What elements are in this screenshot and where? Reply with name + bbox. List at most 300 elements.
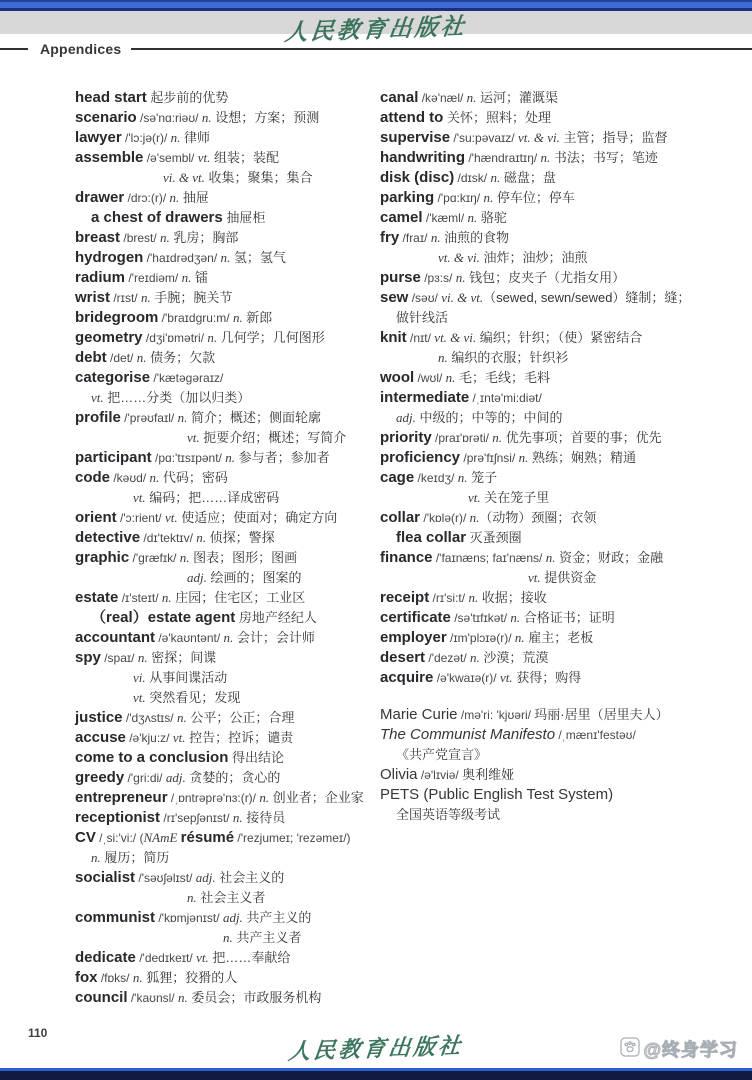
dict-line	[380, 668, 752, 688]
gloss: 资金；财政；金融	[555, 550, 664, 565]
pos-label: vt. & vi.	[434, 330, 477, 345]
pos-label: n.	[169, 190, 180, 205]
gloss: 关怀；照料；处理	[443, 110, 551, 125]
dict-line	[380, 448, 752, 468]
headword: desert	[380, 649, 426, 666]
pos-label: n.	[469, 510, 480, 525]
headword: CV	[75, 829, 96, 846]
pos-label: n.	[140, 290, 151, 305]
headword: accuse	[75, 729, 126, 746]
phonetic: /ˌsi:'vi:/ (	[95, 831, 144, 845]
pos-label: vt.	[197, 150, 211, 165]
pos-label: n.	[177, 410, 188, 425]
dict-line	[75, 488, 380, 508]
gloss: 关在笼子里	[480, 490, 550, 505]
gloss: 运河；灌溉渠	[476, 90, 559, 105]
gloss: （动物）颈圈；衣领	[479, 510, 597, 525]
gloss: 狐狸；狡猾的人	[142, 970, 238, 985]
dict-line	[75, 588, 380, 608]
dict-line	[380, 488, 752, 508]
dict-line	[380, 765, 752, 785]
headword: radium	[75, 269, 126, 286]
dict-line	[380, 168, 752, 188]
phonetic: /wʊl/	[414, 371, 446, 385]
dict-line	[75, 768, 380, 788]
phonetic: /səʊ/	[408, 291, 442, 305]
headword: disk (disc)	[380, 169, 455, 186]
gloss: 社会主义的	[215, 870, 285, 885]
wordlist	[75, 88, 752, 1008]
pos-label: vi. & vt.	[441, 290, 484, 305]
gloss: 代码；密码	[159, 470, 228, 485]
dict-line	[380, 228, 752, 248]
headword: communist	[75, 909, 156, 926]
phonetic: /'su:pəvaɪz/	[450, 131, 518, 145]
headword: orient	[75, 509, 117, 526]
proper-noun: Marie Curie	[380, 706, 458, 723]
pos-label: vt.	[91, 390, 104, 405]
pos-label: n.	[161, 590, 172, 605]
phonetic: /pɜ:s/	[420, 271, 456, 285]
phonetic: /'kɒlə(r)/	[420, 511, 470, 525]
dict-line	[75, 828, 380, 848]
gloss: 房地产经纪人	[235, 610, 317, 625]
gloss: 公平；公正；合理	[186, 710, 295, 725]
phonetic: /'ɔ:rient/	[116, 511, 165, 525]
phonetic: /'dʒʌstɪs/	[122, 711, 177, 725]
dict-line	[75, 628, 380, 648]
gloss: 庄园；住宅区；工业区	[171, 590, 306, 605]
gloss: 共产主义者	[232, 930, 302, 945]
dict-line	[75, 448, 380, 468]
headword: intermediate	[380, 389, 470, 406]
dict-line	[380, 348, 752, 368]
dict-line	[75, 88, 380, 108]
dict-line	[75, 868, 380, 888]
pos-label: NAmE	[143, 830, 181, 845]
pos-label: adj.	[195, 870, 216, 885]
gloss: 雇主；老板	[524, 630, 594, 645]
gloss: 接待员	[242, 810, 286, 825]
gloss: 熟练；娴熟；精通	[528, 450, 636, 465]
headword: wrist	[75, 289, 111, 306]
headword: knit	[380, 329, 407, 346]
bottom-accent-bar	[0, 1068, 752, 1080]
headword: camel	[380, 209, 423, 226]
pos-label: n.	[455, 270, 466, 285]
dict-line	[75, 948, 380, 968]
dict-line	[380, 208, 752, 228]
publisher-logo-footer: 人民教育出版社	[287, 1032, 465, 1065]
phonetic: /rɪ'sepʃənɪst/	[160, 811, 233, 825]
watermark-text: @终身学习	[643, 1040, 738, 1060]
pos-label: vt.	[528, 570, 541, 585]
phonetic: /'kætəgəraɪz/	[150, 371, 224, 385]
phonetic: /ɪm'plɔɪə(r)/	[446, 631, 515, 645]
dict-line	[75, 988, 380, 1008]
phonetic: /ə'kaʊntənt/	[155, 631, 224, 645]
phonetic: /ɪ'steɪt/	[118, 591, 162, 605]
gloss: 毛；毛线；毛料	[455, 370, 551, 385]
phonetic: /'reɪdiəm/	[125, 271, 182, 285]
gloss: 抽屉	[179, 190, 209, 205]
brand-band	[0, 11, 752, 46]
dict-line	[75, 908, 380, 928]
dict-line	[75, 168, 380, 188]
publisher-logo: 人民教育出版社	[283, 12, 469, 46]
dict-line	[380, 805, 752, 825]
pos-label: n.	[466, 90, 477, 105]
gloss: 油炸；油炒；油煎	[479, 250, 588, 265]
dict-line	[380, 148, 752, 168]
gloss: 图表；图形；图画	[189, 550, 298, 565]
gloss: 控告；控诉；谴责	[185, 730, 294, 745]
phonetic: /mə'ri: 'kjʊəri/	[457, 708, 535, 722]
gloss: 编织的衣服；针织衫	[447, 350, 569, 365]
dict-line	[380, 308, 752, 328]
headword: certificate	[380, 609, 451, 626]
dict-line	[380, 608, 752, 628]
gloss: 沙漠；荒漠	[479, 650, 549, 665]
proper-noun: The Communist Manifesto	[380, 726, 556, 743]
gloss: 油煎的食物	[440, 230, 510, 245]
headword: employer	[380, 629, 447, 646]
watermark	[620, 1036, 738, 1062]
pos-label: n.	[483, 190, 494, 205]
gloss: 把……奉献给	[208, 950, 291, 965]
dict-line	[75, 148, 380, 168]
phonetic: /praɪ'ɒrəti/	[431, 431, 493, 445]
gloss: 优先事项；首要的事；优先	[502, 430, 662, 445]
phonetic: /'kæml/	[422, 211, 468, 225]
pos-label: n.	[232, 310, 243, 325]
gloss: 合格证书；证明	[520, 610, 615, 625]
dict-line	[75, 108, 380, 128]
pos-label: adj.	[396, 410, 416, 425]
dict-line	[75, 668, 380, 688]
phonetic: /'faɪnæns; faɪ'næns/	[432, 551, 546, 565]
pos-label: n.	[467, 210, 478, 225]
phonetic: /pɑ:'tɪsɪpənt/	[151, 451, 226, 465]
pos-label: n.	[220, 250, 231, 265]
headword: handwriting	[380, 149, 465, 166]
dict-line	[75, 268, 380, 288]
pos-label: n.	[137, 650, 148, 665]
dict-line	[380, 188, 752, 208]
phonetic: /'kaʊnsl/	[127, 991, 178, 1005]
headword: debt	[75, 349, 107, 366]
phonetic: /ə'lɪviə/	[417, 768, 463, 782]
headword: attend to	[380, 109, 444, 126]
pos-label: n.	[540, 150, 551, 165]
pos-label: n.	[514, 630, 525, 645]
gloss: 几何学；几何图形	[217, 330, 325, 345]
gloss: 共产主义的	[242, 910, 312, 925]
pos-label: n.	[196, 530, 206, 545]
dict-line	[380, 468, 752, 488]
gloss: 乳房；胸部	[169, 230, 239, 245]
pos-label: vt.	[172, 730, 186, 745]
header-rule-left	[0, 48, 28, 50]
pos-label: n.	[223, 630, 234, 645]
pos-label: n.	[232, 810, 243, 825]
pos-label: n.	[445, 370, 456, 385]
dict-line	[380, 628, 752, 648]
phonetic: /'hændraɪtɪŋ/	[465, 151, 541, 165]
pos-label: adj.	[187, 570, 207, 585]
headword: council	[75, 989, 128, 1006]
pos-label: n.	[176, 710, 187, 725]
left-column	[75, 88, 380, 1008]
dict-line	[75, 288, 380, 308]
pos-label: n.	[177, 990, 188, 1005]
dict-line	[380, 128, 752, 148]
gloss: 侦探；警探	[205, 530, 275, 545]
gloss: 磁盘；盘	[500, 170, 556, 185]
pos-label: n.	[457, 470, 468, 485]
headword: bridegroom	[75, 309, 159, 326]
pos-label: n.	[223, 930, 233, 945]
pos-label: n.	[160, 230, 170, 245]
dict-line	[380, 88, 752, 108]
dict-line	[380, 528, 752, 548]
headword: dedicate	[75, 949, 136, 966]
dict-line	[380, 428, 752, 448]
dict-line	[75, 468, 380, 488]
gloss: 抽屉柜	[222, 210, 266, 225]
phonetic: /'pɑ:kɪŋ/	[434, 191, 484, 205]
gloss: 编织；针织；（使）紧密结合	[476, 330, 643, 345]
dict-line	[380, 508, 752, 528]
headword: categorise	[75, 369, 151, 386]
dict-line	[75, 248, 380, 268]
gloss: 创业者；企业家	[269, 790, 364, 805]
headword: geometry	[75, 329, 143, 346]
gloss: 使适应；使面对；确定方向	[177, 510, 338, 525]
headword: estate	[75, 589, 119, 606]
top-accent-bar	[0, 0, 752, 11]
phonetic: /dʒi'ɒmətri/	[142, 331, 208, 345]
gloss: 提供资金	[540, 570, 597, 585]
dict-line	[75, 508, 380, 528]
pos-label: vi. & vt.	[163, 170, 205, 185]
headword: （real）estate agent	[91, 609, 236, 626]
gloss: 氢；氢气	[230, 250, 286, 265]
phonetic: /dɪsk/	[454, 171, 491, 185]
phonetic: /ˌɒntrəprə'nɜ:(r)/	[167, 791, 260, 805]
dict-line	[380, 745, 752, 765]
phonetic: /rɪst/	[110, 291, 141, 305]
pos-label: vt.	[133, 690, 146, 705]
headword: fry	[380, 229, 400, 246]
headword: supervise	[380, 129, 451, 146]
pos-label: vt.	[196, 950, 209, 965]
gloss: 书法；书写；笔迹	[550, 150, 658, 165]
gloss: 贪婪的；贪心的	[185, 770, 281, 785]
gloss: 从事间谍活动	[145, 670, 228, 685]
headword: sew	[380, 289, 409, 306]
dict-line	[75, 388, 380, 408]
gloss: 笼子	[467, 470, 498, 485]
gloss: 履历；简历	[100, 850, 170, 865]
phonetic: /'səʊʃəlɪst/	[135, 871, 196, 885]
pos-label: n.	[470, 650, 480, 665]
gloss: 律师	[180, 130, 211, 145]
gloss: 突然看见；发现	[145, 690, 241, 705]
headword: cage	[380, 469, 415, 486]
gloss: 委员会；市政服务机构	[187, 990, 322, 1005]
dict-line	[75, 188, 380, 208]
headword: flea collar	[396, 529, 467, 546]
dict-line	[75, 728, 380, 748]
pos-label: vt.	[164, 510, 178, 525]
gloss: 会计；会计师	[233, 630, 315, 645]
phonetic: /nɪt/	[406, 331, 435, 345]
headword: spy	[75, 649, 101, 666]
dict-line	[75, 228, 380, 248]
pos-label: n.	[179, 550, 190, 565]
headword: proficiency	[380, 449, 461, 466]
dict-line	[75, 788, 380, 808]
dict-line	[380, 408, 752, 428]
gloss: 组装；装配	[210, 150, 279, 165]
phonetic: /'rezjumeɪ; 'rezəmeɪ/)	[234, 831, 351, 845]
pos-label: n.	[430, 230, 441, 245]
dict-line	[380, 268, 752, 288]
gloss: （sewed, sewn/sewed）缝制；缝；	[483, 290, 691, 305]
dict-line	[75, 648, 380, 668]
dict-line	[75, 848, 380, 868]
dict-line	[75, 348, 380, 368]
headword: code	[75, 469, 111, 486]
headword: profile	[75, 409, 121, 426]
headword: wool	[380, 369, 415, 386]
headword: canal	[380, 89, 419, 106]
phonetic: /prə'fɪʃnsi/	[460, 451, 519, 465]
phonetic: /ˌɪntə'mi:diət/	[469, 391, 542, 405]
gloss: 编码；把……译成密码	[145, 490, 280, 505]
dict-line	[75, 408, 380, 428]
headword: breast	[75, 229, 121, 246]
gloss: 收集；聚集；集合	[204, 170, 313, 185]
gloss: 获得；购得	[512, 670, 582, 685]
pos-label: adj.	[222, 910, 243, 925]
pos-label: vt.	[499, 670, 513, 685]
dict-line	[75, 608, 380, 628]
paw-icon	[620, 1037, 640, 1062]
gloss: 设想；方案；预测	[211, 110, 320, 125]
headword: purse	[380, 269, 421, 286]
headword: drawer	[75, 189, 125, 206]
dict-line	[75, 888, 380, 908]
gloss: 手腕；腕关节	[150, 290, 233, 305]
headword: lawyer	[75, 129, 122, 146]
gloss: 密探；间谍	[147, 650, 217, 665]
phonetic: /ə'sembl/	[143, 151, 198, 165]
gloss: 全国英语等级考试	[396, 807, 501, 822]
pos-label: vt.	[187, 430, 200, 445]
phonetic: /rɪ'si:t/	[429, 591, 469, 605]
phonetic: /fraɪ/	[399, 231, 431, 245]
gloss: 社会主义者	[196, 890, 266, 905]
headword: scenario	[75, 109, 137, 126]
header-rule-right	[131, 48, 752, 50]
dict-line	[75, 368, 380, 388]
dict-line	[75, 328, 380, 348]
pos-label: vt.	[468, 490, 481, 505]
phonetic: /'dezət/	[425, 651, 471, 665]
gloss: 收据；接收	[478, 590, 547, 605]
dict-line	[75, 708, 380, 728]
page-title: Appendices	[40, 41, 122, 57]
dict-line	[75, 568, 380, 588]
dict-line	[380, 288, 752, 308]
dict-line	[380, 568, 752, 588]
gloss: 做针线活	[396, 310, 449, 325]
phonetic: /sə'nɑ:riəʊ/	[136, 111, 202, 125]
pos-label: vt. & vi.	[438, 250, 480, 265]
headword: fox	[75, 969, 98, 986]
dict-line	[75, 128, 380, 148]
pos-label: n.	[136, 350, 147, 365]
gloss: 简介；概述；侧面轮廓	[187, 410, 321, 425]
gloss: 骆驼	[477, 210, 507, 225]
headword: head start	[75, 89, 147, 106]
headword: graphic	[75, 549, 130, 566]
headword: priority	[380, 429, 432, 446]
gloss: 《共产党宣言》	[396, 747, 488, 762]
phonetic: /sə'tɪfɪkət/	[450, 611, 511, 625]
gloss: 把……分类（加以归类）	[103, 390, 251, 405]
headword: finance	[380, 549, 433, 566]
pos-label: n.	[207, 330, 218, 345]
headword: hydrogen	[75, 249, 144, 266]
phonetic: /'græfɪk/	[129, 551, 180, 565]
headword: a chest of drawers	[91, 209, 223, 226]
dict-line	[380, 108, 752, 128]
headword: collar	[380, 509, 421, 526]
dict-line	[75, 528, 380, 548]
headword: detective	[75, 529, 141, 546]
headword: receptionist	[75, 809, 161, 826]
gloss: 得出结论	[228, 750, 284, 765]
dict-line	[380, 548, 752, 568]
headword: accountant	[75, 629, 156, 646]
headword: entrepreneur	[75, 789, 168, 806]
headword: greedy	[75, 769, 125, 786]
dict-line	[380, 705, 752, 725]
right-column	[380, 88, 752, 1008]
phonetic: /'lɔ:jə(r)/	[121, 131, 171, 145]
phonetic: /'dedɪkeɪt/	[135, 951, 197, 965]
pos-label: n.	[492, 430, 503, 445]
dict-line	[75, 308, 380, 328]
gloss: 奥利维娅	[462, 767, 515, 782]
gloss: 绘画的；图案的	[206, 570, 302, 585]
phonetic: /drɔ:(r)/	[124, 191, 170, 205]
gloss: 债务；欠款	[146, 350, 216, 365]
phonetic: /det/	[106, 351, 137, 365]
headword: come to a conclusion	[75, 749, 229, 766]
pos-label: vt. & vi.	[517, 130, 560, 145]
gloss: 灭蚤颈圈	[466, 530, 522, 545]
phonetic: /'braɪdgru:m/	[158, 311, 233, 325]
pos-label: n.	[149, 470, 160, 485]
pos-label: vi.	[133, 670, 146, 685]
dict-line	[380, 388, 752, 408]
dict-line	[75, 808, 380, 828]
dict-line	[75, 548, 380, 568]
